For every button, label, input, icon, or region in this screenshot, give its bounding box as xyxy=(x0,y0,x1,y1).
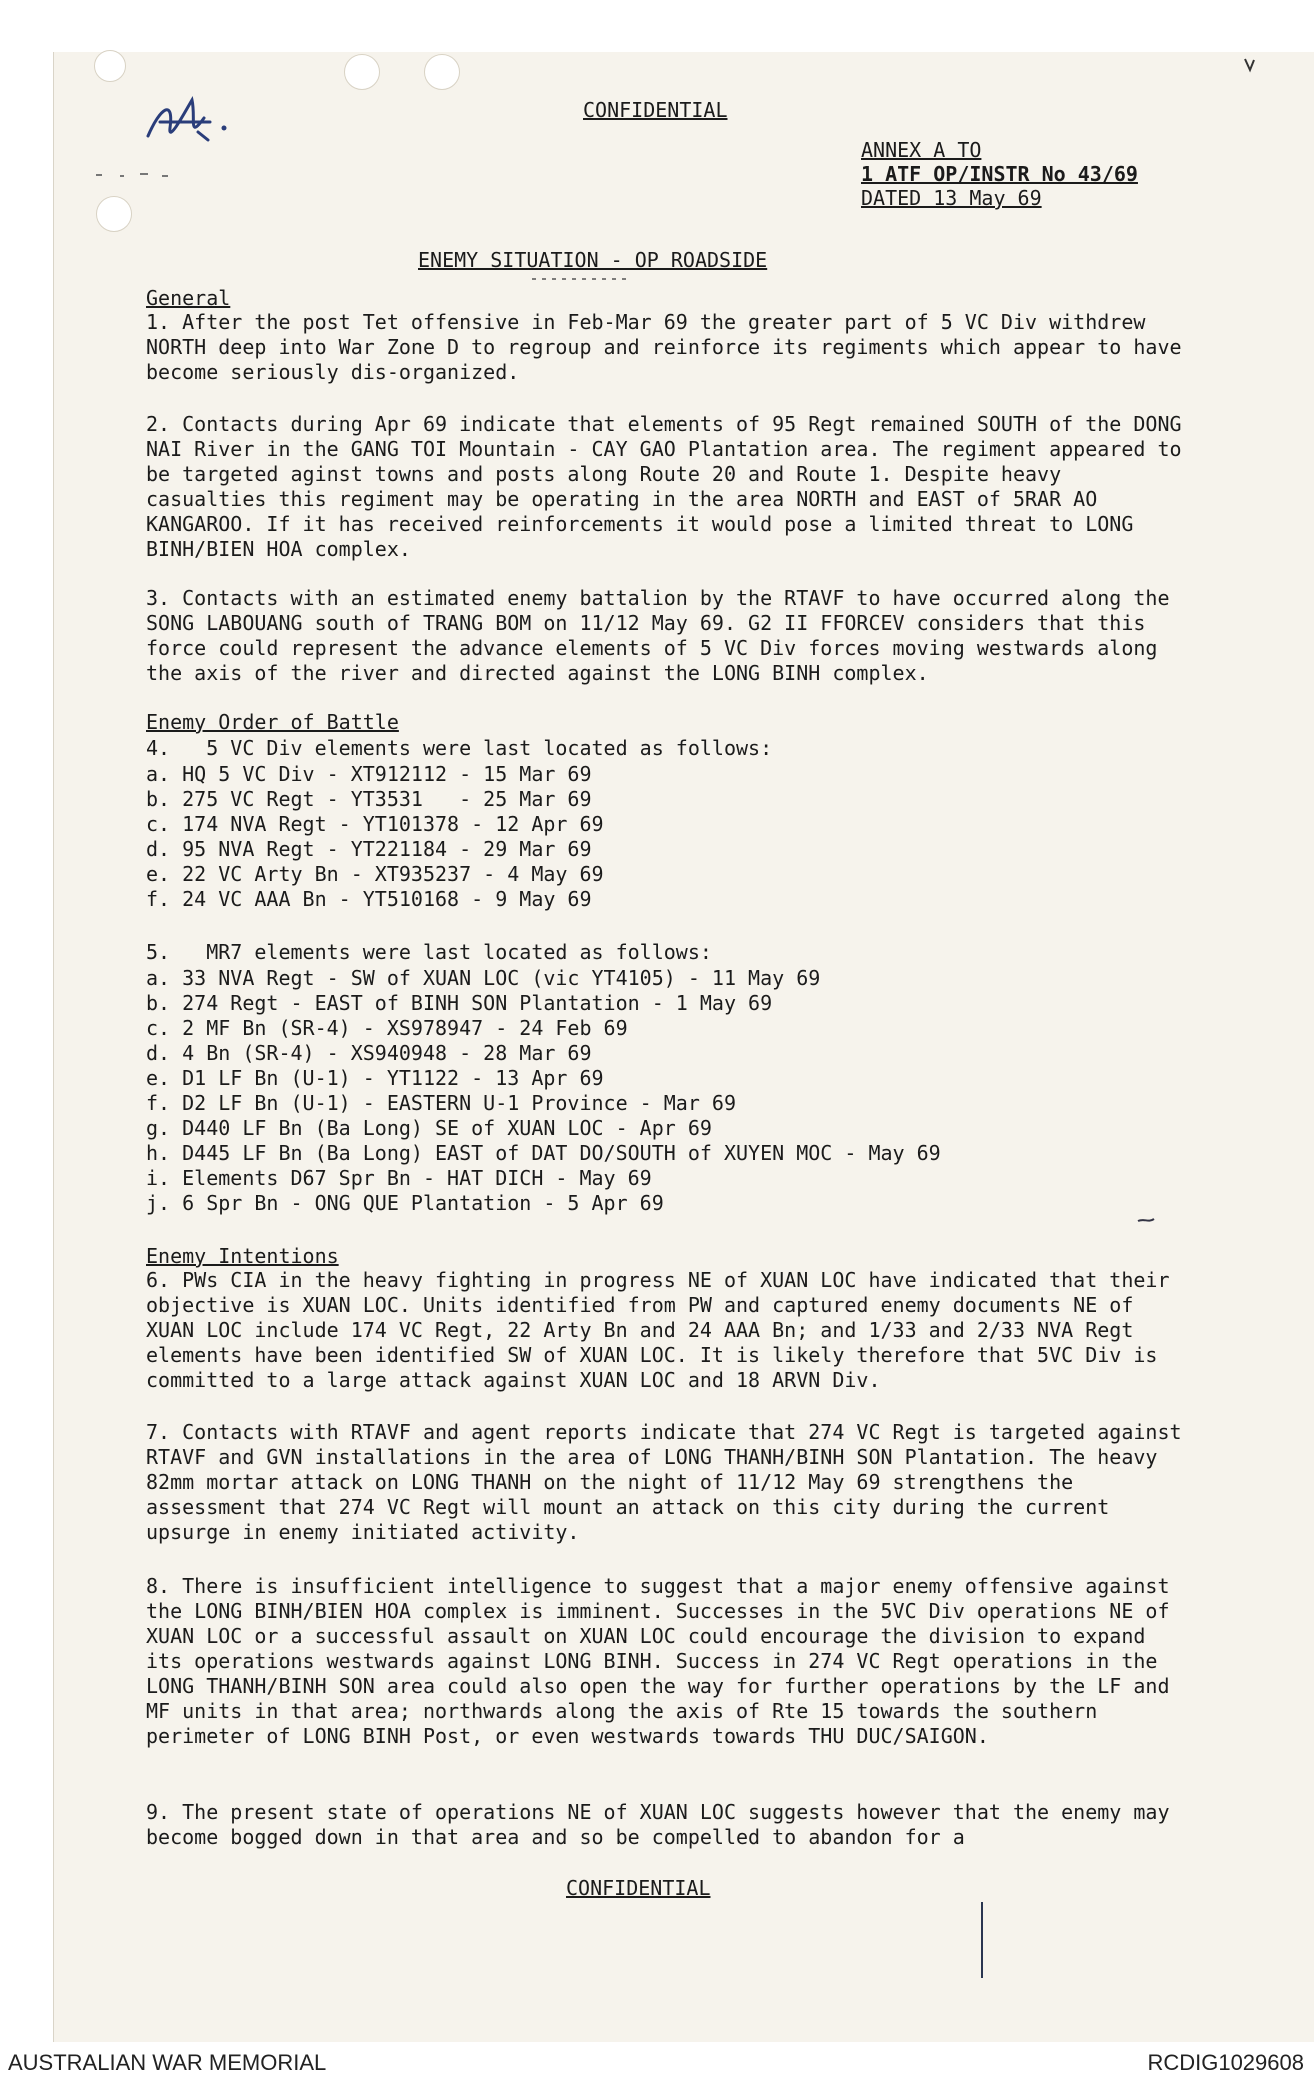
classification-top: CONFIDENTIAL xyxy=(583,98,728,122)
punch-hole xyxy=(96,196,132,232)
list-item: e. 22 VC Arty Bn - XT935237 - 4 May 69 xyxy=(146,862,604,886)
paragraph-9: 9. The present state of operations NE of XUAN LOC suggests however that the enemy may become bogged down in that area and so be compelled to abandon for a xyxy=(146,1800,1170,1849)
document-title: ENEMY SITUATION - OP ROADSIDE xyxy=(418,248,768,272)
title-underline-dashes xyxy=(530,276,630,282)
paragraph-3: 3. Contacts with an estimated enemy battalion by the RTAVF to have occurred along the SONG LABOUANG south of TRANG BOM on 11/12 May 69. G2 II FFORCEV considers that this force could represent the advance elements of 5 VC Div forces moving westwards along the axis of the river and directed against the LONG BINH complex. xyxy=(146,586,1170,685)
list-item: j. 6 Spr Bn - ONG QUE Plantation - 5 Apr 69 xyxy=(146,1191,664,1215)
archive-reference: RCDIG1029608 xyxy=(1147,2050,1304,2075)
list-item: h. D445 LF Bn (Ba Long) EAST of DAT DO/SOUTH of XUYEN MOC - May 69 xyxy=(146,1141,941,1165)
paragraph-5-intro: 5. MR7 elements were last located as follows: xyxy=(146,940,712,964)
list-item: b. 274 Regt - EAST of BINH SON Plantation - 1 May 69 xyxy=(146,991,773,1015)
list-item: c. 2 MF Bn (SR-4) - XS978947 - 24 Feb 69 xyxy=(146,1016,628,1040)
annex-label: ANNEX A TO xyxy=(861,138,982,162)
punch-hole xyxy=(344,54,380,90)
list-item: f. 24 VC AAA Bn - YT510168 - 9 May 69 xyxy=(146,887,592,911)
pencil-tick-mark xyxy=(1136,1216,1156,1224)
list-item: e. D1 LF Bn (U-1) - YT1122 - 13 Apr 69 xyxy=(146,1066,604,1090)
list-item: c. 174 NVA Regt - YT101378 - 12 Apr 69 xyxy=(146,812,604,836)
handwritten-initials-mark xyxy=(140,88,240,150)
section-heading-enemy-intentions: Enemy Intentions xyxy=(146,1244,339,1268)
mr7-elements-list xyxy=(146,966,941,1216)
instruction-reference: 1 ATF OP/INSTR No 43/69 xyxy=(861,162,1138,186)
list-item: d. 95 NVA Regt - YT221184 - 29 Mar 69 xyxy=(146,837,592,861)
section-heading-general: General xyxy=(146,286,231,310)
paragraph-6: 6. PWs CIA in the heavy fighting in progress NE of XUAN LOC have indicated that their objective is XUAN LOC. Units identified from PW and captured enemy documents NE of XUAN LOC include 174 VC Regt, 22 Arty Bn and 24 AAA Bn; and 1/33 and 2/33 NVA Regt elements have been identified SW of XUAN LOC. It is likely therefore that 5VC Div is committed to a large attack against XUAN LOC and 18 ARVN Div. xyxy=(146,1268,1170,1392)
list-item: f. D2 LF Bn (U-1) - EASTERN U-1 Province - Mar 69 xyxy=(146,1091,737,1115)
archive-credit: AUSTRALIAN WAR MEMORIAL xyxy=(8,2050,327,2075)
paragraph-8: 8. There is insufficient intelligence to suggest that a major enemy offensive against the LONG BINH/BIEN HOA complex is imminent. Successes in the 5VC Div operations NE of XUAN LOC or a successful assault on XUAN LOC could encourage the division to expand its operations westwards against LONG BINH. Success in 274 VC Regt operations in the LONG THANH/BINH SON area could also open the way for further operations by the LF and MF units in that area; northwards along the axis of Rte 15 towards the southern perimeter of LONG BINH Post, or even westwards towards THU DUC/SAIGON. xyxy=(146,1574,1170,1748)
dated-label: DATED 13 May 69 xyxy=(861,186,1042,210)
section-heading-order-of-battle: Enemy Order of Battle xyxy=(146,710,399,734)
list-item: a. 33 NVA Regt - SW of XUAN LOC (vic YT4105) - 11 May 69 xyxy=(146,966,821,990)
paragraph-2: 2. Contacts during Apr 69 indicate that elements of 95 Regt remained SOUTH of the DONG NAI River in the GANG TOI Mountain - CAY GAO Plantation area. The regiment appeared to be targeted aginst towns and posts along Route 20 and Route 1. Despite heavy casualties this regiment may be operating in the area NORTH and EAST of 5RAR AO KANGAROO. If it has received reinforcements it would pose a limited threat to LONG BINH/BIEN HOA complex. xyxy=(146,412,1182,561)
list-item: b. 275 VC Regt - YT3531 - 25 Mar 69 xyxy=(146,787,592,811)
div-elements-list xyxy=(146,762,604,912)
classification-bottom: CONFIDENTIAL xyxy=(566,1876,711,1900)
punch-hole xyxy=(424,54,460,90)
list-item: d. 4 Bn (SR-4) - XS940948 - 28 Mar 69 xyxy=(146,1041,592,1065)
pencil-dashes-mark xyxy=(92,168,182,182)
list-item: i. Elements D67 Spr Bn - HAT DICH - May 69 xyxy=(146,1166,652,1190)
punch-hole xyxy=(94,50,126,82)
paragraph-7: 7. Contacts with RTAVF and agent reports indicate that 274 VC Regt is targeted against RTAVF and GVN installations in the area of LONG THANH/BINH SON Plantation. The heavy 82mm mortar attack on LONG THANH on the night of 11/12 May 69 strengthens the assessment that 274 VC Regt will mount an attack on this city during the current upsurge in enemy initiated activity. xyxy=(146,1420,1182,1544)
corner-mark xyxy=(1242,56,1258,74)
paragraph-1: 1. After the post Tet offensive in Feb-Mar 69 the greater part of 5 VC Div withdrew NORTH deep into War Zone D to regroup and reinforce its regiments which appear to have become seriously dis-organized. xyxy=(146,310,1182,384)
list-item: a. HQ 5 VC Div - XT912112 - 15 Mar 69 xyxy=(146,762,592,786)
pencil-vertical-mark xyxy=(978,1900,986,1980)
paragraph-4-intro: 4. 5 VC Div elements were last located as follows: xyxy=(146,736,773,760)
list-item: g. D440 LF Bn (Ba Long) SE of XUAN LOC - Apr 69 xyxy=(146,1116,712,1140)
